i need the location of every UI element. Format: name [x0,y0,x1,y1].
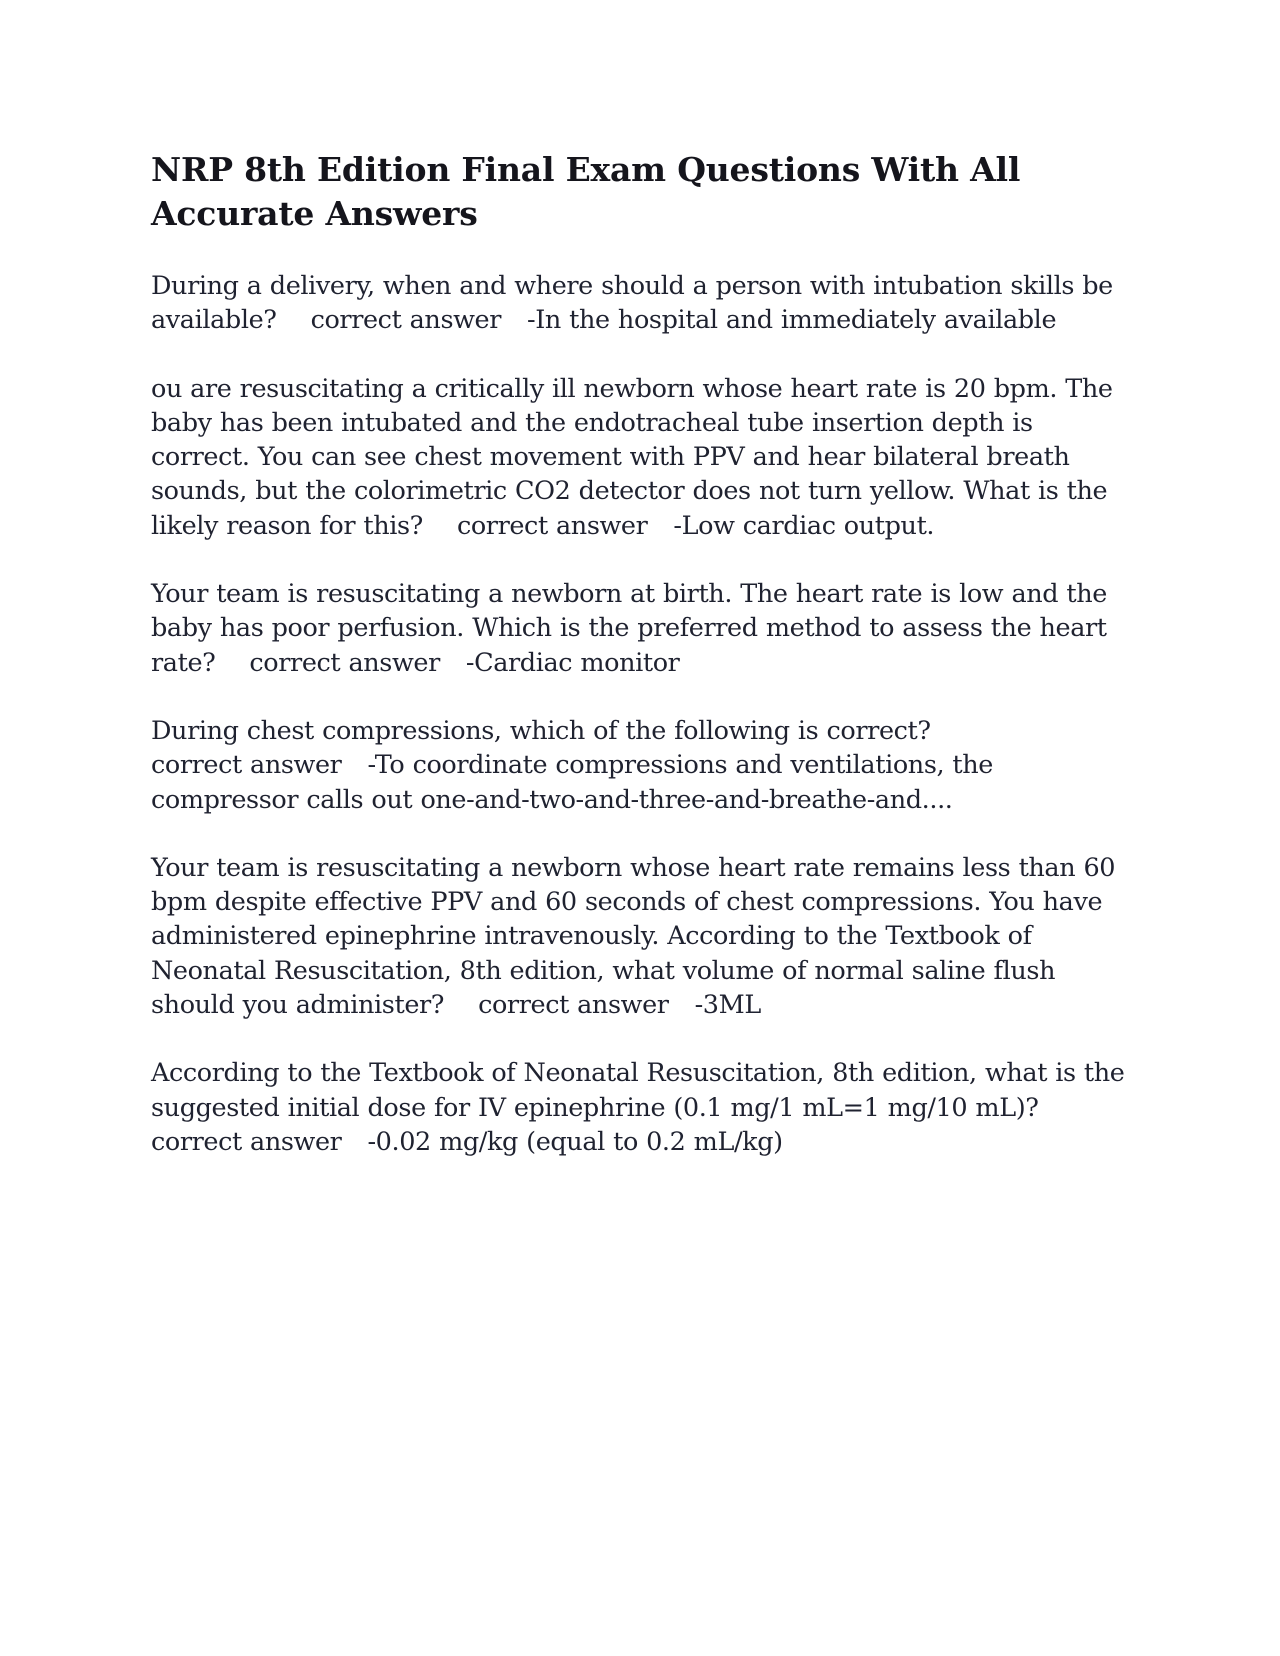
question-text: According to the Textbook of Neonatal Resuscitation, 8th edition, what is the suggested initial dose for IV epinephrine (0.1 mg/1 mL=1 mg/10 mL)? [151,1058,1125,1123]
answer-label: correct answer [478,990,669,1021]
answer-text: -0.02 mg/kg (equal to 0.2 mL/kg) [367,1126,783,1157]
qa-item-1 [151,269,1126,338]
qa-item-5 [151,851,1126,1022]
answer-text: -In the hospital and immediately available [527,305,1057,336]
answer-label: correct answer [151,750,342,781]
question-text: During chest compressions, which of the following is correct? [151,715,931,746]
answer-text: -Cardiac monitor [465,647,680,678]
answer-text: -3ML [694,990,761,1021]
qa-item-4 [151,714,1126,817]
answer-text: -To coordinate compressions and ventilations, the compressor calls out one-and-two-and-three-and-breathe-and.... [151,750,993,815]
answer-label: correct answer [249,647,440,678]
answer-label: correct answer [151,1126,342,1157]
qa-item-2 [151,372,1126,543]
question-text: During a delivery, when and where should a person with intubation skills be available? [151,271,1113,336]
answer-label: correct answer [456,510,648,541]
answer-text: -Low cardiac output. [673,510,935,541]
document-page [151,148,1126,1193]
question-text: ou are resuscitating a critically ill newborn whose heart rate is 20 bpm. The baby has been intubated and the endotracheal tube insertion depth is correct. You can see chest movement with PPV and hear bilateral breath sounds, but the colorimetric CO2 detector does not turn yellow. What is the likely reason for this? [151,373,1113,541]
qa-item-6 [151,1056,1126,1159]
question-text: Your team is resuscitating a newborn at birth. The heart rate is low and the baby has poor perfusion. Which is the preferred method to assess the heart rate? [151,579,1107,678]
answer-label: correct answer [310,305,502,336]
document-title: NRP 8th Edition Final Exam Questions With All Accurate Answers [151,150,1021,233]
qa-item-3 [151,577,1126,680]
question-text: Your team is resuscitating a newborn whose heart rate remains less than 60 bpm despite effective PPV and 60 seconds of chest compressions. You have administered epinephrine intravenously. According to the Textbook of Neonatal Resuscitation, 8th edition, what volume of normal saline flush should you administer? [151,852,1116,1021]
